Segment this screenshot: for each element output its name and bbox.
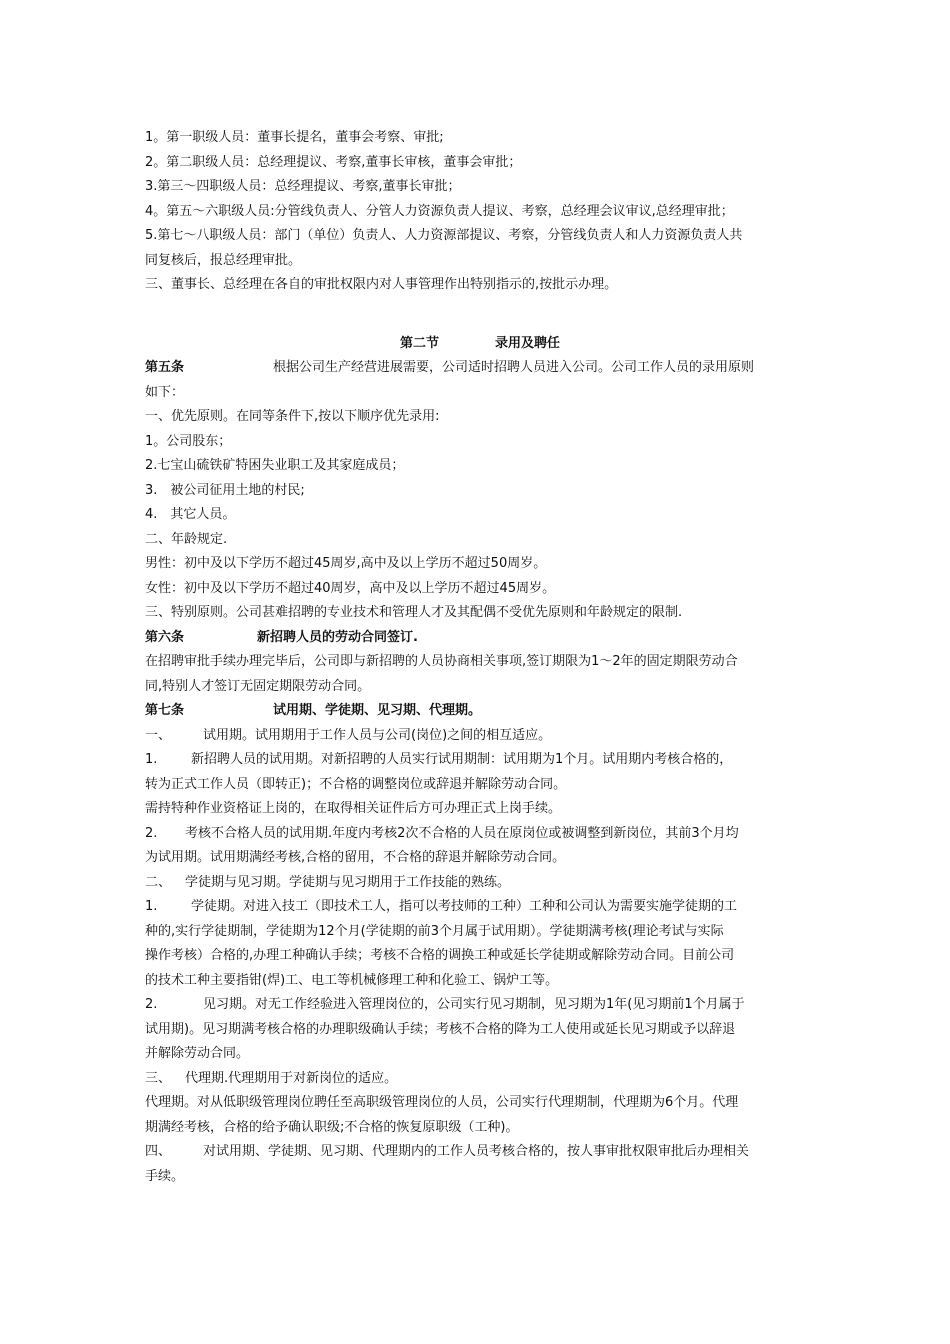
paragraph-line: 操作考核）合格的,办理工种确认手续；考核不合格的调换工种或延长学徒期或解除劳动合同。目前公司 xyxy=(145,948,735,963)
list-item xyxy=(145,1140,805,1165)
item-number: 一、 xyxy=(145,727,172,743)
article-text: 根据公司生产经营进展需要，公司适时招聘人员进入公司。公司工作人员的录用原则 xyxy=(273,360,755,375)
paragraph-line: 期满经考核，合格的给予确认职级;不合格的恢复原职级（工种)。 xyxy=(145,1119,519,1135)
item-number: 三、 xyxy=(145,1070,172,1086)
paragraph-line: 在招聘审批手续办理完毕后，公司即与新招聘的人员协商相关事项,签订期限为1～2年的固定期限劳动合 xyxy=(145,654,738,669)
section-heading xyxy=(145,332,805,357)
item-number: 1. xyxy=(145,899,158,914)
item-number: 1. xyxy=(145,752,158,767)
list-item xyxy=(145,724,805,749)
list-item: 3. 被公司征用土地的村民; xyxy=(145,482,305,498)
list-item: 二、年龄规定. xyxy=(145,531,228,547)
item-text: 学徒期。对进入技工（即技术工人，指可以考技师的工种）工种和公司认为需要实施学徒期的工 xyxy=(191,899,738,914)
item-text: 对试用期、学徒期、见习期、代理期内的工作人员考核合格的，按人事审批权限审批后办理相关 xyxy=(203,1144,750,1159)
item-number: 二、 xyxy=(145,874,172,890)
paragraph-line: 转为正式工作人员（即转正)；不合格的调整岗位或辞退并解除劳动合同。 xyxy=(145,776,567,792)
article-label: 第七条 xyxy=(145,703,185,718)
list-item xyxy=(145,993,805,1018)
item-text: 新招聘人员的试用期。对新招聘的人员实行试用期制：试用期为1个月。试用期内考核合格的， xyxy=(191,752,733,767)
item-text: 见习期。对无工作经验进入管理岗位的，公司实行见习期制，见习期为1年(见习期前1个月属于 xyxy=(203,997,745,1012)
spacer xyxy=(145,298,805,332)
paragraph-line: 并解除劳动合同。 xyxy=(145,1046,250,1061)
list-item: 4. 其它人员。 xyxy=(145,507,236,522)
document-page xyxy=(145,126,805,1189)
paragraph-line: 3.第三～四职级人员：总经理提议、考察,董事长审批； xyxy=(145,179,461,194)
article-5-line xyxy=(145,356,805,381)
item-text: 学徒期与见习期。学徒期与见习期用于工作技能的熟练。 xyxy=(185,874,511,890)
paragraph-line: 同复核后，报总经理审批。 xyxy=(145,252,302,268)
list-item: 男性：初中及以下学历不超过45周岁,高中及以上学历不超过50周岁。 xyxy=(145,556,547,571)
paragraph-line: 为试用期。试用期满经考核,合格的留用，不合格的辞退并解除劳动合同。 xyxy=(145,850,566,865)
article-label: 第六条 xyxy=(145,629,185,645)
paragraph-line: 三、董事长、总经理在各自的审批权限内对人事管理作出特别指示的,按批示办理。 xyxy=(145,277,618,292)
item-number: 2. xyxy=(145,825,158,841)
list-item xyxy=(145,871,805,896)
paragraph-line: 的技术工种主要指钳(焊)工、电工等机械修理工种和化验工、锅炉工等。 xyxy=(145,972,559,988)
paragraph-line: 如下： xyxy=(145,384,185,400)
paragraph-line: 5.第七～八职级人员：部门（单位）负责人、人力资源部提议、考察，分管线负责人和人力资源负责人共 xyxy=(145,228,743,243)
list-item xyxy=(145,895,805,920)
paragraph-line: 试用期)。见习期满考核合格的办理职级确认手续；考核不合格的降为工人使用或延长见习期或予以辞退 xyxy=(145,1021,736,1037)
list-item: 1。公司股东； xyxy=(145,433,232,449)
list-item xyxy=(145,748,805,773)
item-text: 代理期.代理期用于对新岗位的适应。 xyxy=(185,1070,398,1086)
list-item xyxy=(145,822,805,847)
list-item xyxy=(145,1067,805,1092)
section-title: 录用及聘任 xyxy=(495,335,561,351)
list-item: 一、优先原则。在同等条件下,按以下顺序优先录用: xyxy=(145,409,440,424)
paragraph-line: 同,特别人才签订无固定期限劳动合同。 xyxy=(145,678,371,694)
paragraph-line: 1。第一职级人员：董事长提名，董事会考察、审批; xyxy=(145,130,444,145)
article-7-line xyxy=(145,699,805,724)
article-title: 试用期、学徒期、见习期、代理期。 xyxy=(273,703,482,718)
list-item: 女性：初中及以下学历不超过40周岁，高中及以上学历不超过45周岁。 xyxy=(145,580,556,596)
paragraph-line: 种的,实行学徒期制，学徒期为12个月(学徒期的前3个月属于试用期）。学徒期满考核(理论考试与实际 xyxy=(145,923,724,939)
item-number: 四、 xyxy=(145,1144,172,1159)
item-text: 试用期。试用期用于工作人员与公司(岗位)之间的相互适应。 xyxy=(203,727,552,743)
article-title: 新招聘人员的劳动合同签订. xyxy=(257,629,418,645)
item-text: 考核不合格人员的试用期.年度内考核2次不合格的人员在原岗位或被调整到新岗位，其前3个月均 xyxy=(185,825,739,841)
list-item: 2.七宝山硫铁矿特困失业职工及其家庭成员； xyxy=(145,458,405,473)
item-number: 2. xyxy=(145,997,158,1012)
article-6-line xyxy=(145,626,805,651)
paragraph-line: 4。第五～六职级人员:分管线负责人、分管人力资源负责人提议、考察，总经理会议审议,总经理审批； xyxy=(145,203,734,219)
paragraph-line: 代理期。对从低职级管理岗位聘任至高职级管理岗位的人员，公司实行代理期制，代理期为6个月。代理 xyxy=(145,1095,739,1110)
paragraph-line: 需持特种作业资格证上岗的，在取得相关证件后方可办理正式上岗手续。 xyxy=(145,801,562,816)
paragraph-line: 2。第二职级人员：总经理提议、考察,董事长审核，董事会审批； xyxy=(145,154,522,170)
section-number: 第二节 xyxy=(399,335,439,351)
article-label: 第五条 xyxy=(145,360,185,375)
list-item: 三、特别原则。公司甚难招聘的专业技术和管理人才及其配偶不受优先原则和年龄规定的限制. xyxy=(145,605,683,620)
paragraph-line: 手续。 xyxy=(145,1168,185,1184)
